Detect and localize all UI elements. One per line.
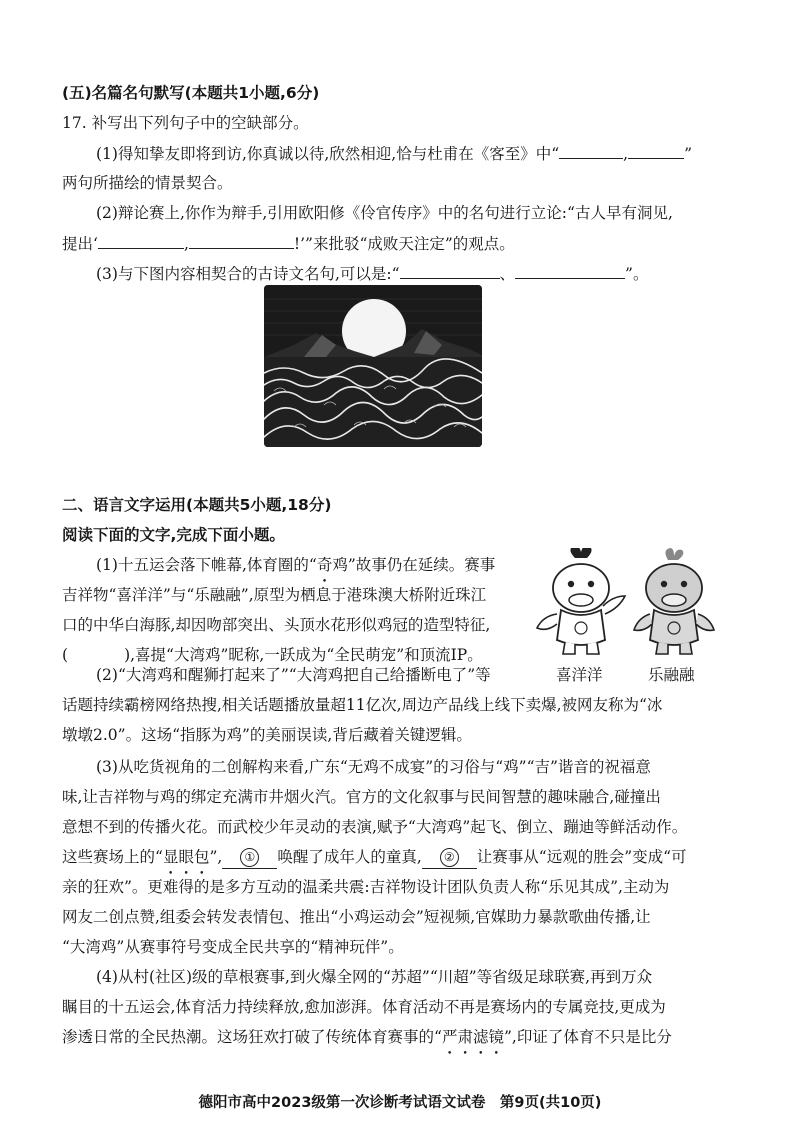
mascot-right-caption: 乐融融 [648,666,695,684]
q17-sub3-sep: 、 [499,265,516,283]
dotted-character: 奇 [316,556,333,574]
para2-line1: (2)“大湾鸡和醒狮打起来了”“大湾鸡把自己给播断电了”等 [96,666,491,684]
mascot-lerongrong-illustration [628,548,720,656]
q17-sub1-text: (1)得知挚友即将到访,你真诚以待,欣然相迎,恰与杜甫在《客至》中“ [96,145,560,163]
para3-text: ”, [209,848,223,866]
para1-text: (1)十五运会落下帷幕,体育圈的“ [96,556,317,574]
answer-blank[interactable] [98,232,184,249]
para4-line3 [62,1026,672,1048]
answer-blank-1[interactable] [222,846,277,869]
para3-text: 唤醒了成年人的童真, [277,848,422,866]
dotted-character: 滤 [472,1028,489,1046]
q17-sub1-line1 [96,142,692,165]
para4-text: ”,印证了体育不只是比分 [504,1028,672,1046]
q17-sub2-line2 [62,232,515,255]
para3-line7: “大湾鸡”从赛事符号变成全民共享的“精神玩伴”。 [62,938,404,956]
q17-sub3-end: ”。 [625,265,649,283]
para4-line1: (4)从村(社区)级的草根赛事,到火爆全网的“苏超”“川超”等省级足球联赛,再到万众 [96,968,653,986]
para2-line2: 话题持续霸榜网络热搜,相关话题播放量超11亿次,周边产品线上线下卖爆,被网友称为“冰 [62,696,663,714]
mascot-xiyangyang-illustration [535,548,627,656]
dotted-character: 镜 [488,1028,504,1046]
para3-line1: (3)从吃货视角的二创解构来看,广东“无鸡不成宴”的习俗与“鸡”“吉”谐音的祝福意 [96,758,651,776]
para3-text: 这些赛场上的“ [62,848,163,866]
para1-text: 鸡”故事仍在延续。赛事 [332,556,496,574]
page-footer: 德阳市高中2023级第一次诊断考试语文试卷 第9页(共10页) [198,1095,602,1111]
section-heading-5: (五)名篇名句默写(本题共1小题,6分) [62,84,320,102]
answer-blank[interactable] [400,262,500,279]
q17-sub2-open: 提出‘ [62,235,98,253]
sunset-sea-illustration [264,285,482,447]
q17-sub3-line [96,262,648,285]
blank-marker-1: ① [240,848,259,867]
para1-line1 [96,554,495,576]
q17-sub2-line1: (2)辩论赛上,你作为辩手,引用欧阳修《伶官传序》中的名句进行立论:“古人早有洞见, [96,204,673,222]
para3-text: 让赛事从“远观的胜会”变成“可 [476,848,687,866]
para2-line3: 墩墩2.0”。这场“指豚为鸡”的美丽误读,背后藏着关键逻辑。 [62,726,472,744]
para3-line6: 网友二创点赞,组委会转发表情包、推出“小鸡运动会”短视频,官媒助力暴款歌曲传播,让 [62,908,651,926]
answer-blank[interactable] [189,232,294,249]
para1-line2: 吉祥物“喜洋洋”与“乐融融”,原型为栖息于港珠澳大桥附近珠江 [62,586,487,604]
blank-marker-2: ② [440,848,459,867]
answer-blank[interactable] [559,142,623,159]
para1-text: ),喜提“大湾鸡”昵称,一跃成为“全民萌宠”和顶流IP。 [124,646,483,664]
q17-sub1-line2: 两句所描绘的情景契合。 [62,174,233,192]
dotted-character: 包 [193,848,210,866]
q17-sub2-comma: , [183,235,189,253]
dotted-character: 显 [162,848,179,866]
para1-paren-open: ( [62,646,69,664]
water-splash-icon [665,548,683,560]
dotted-character: 肃 [457,1028,473,1046]
question-17: 17. 补写出下列句子中的空缺部分。 [62,114,309,132]
para4-text: 渗透日常的全民热潮。这场狂欢打破了传统体育赛事的“ [62,1028,442,1046]
para1-line4 [62,644,483,666]
para3-line3: 意想不到的传播火花。而武校少年灵动的表演,赋予“大湾鸡”起飞、倒立、蹦迪等鲜活动作。 [62,818,688,836]
answer-blank[interactable] [515,262,625,279]
para3-line5: 亲的狂欢”。更难得的是多方互动的温柔共震:吉祥物设计团队负责人称“乐见其成”,主动为 [62,878,670,896]
q17-sub1-close-quote: ” [684,145,693,163]
reading-instruction: 阅读下面的文字,完成下面小题。 [62,526,285,544]
section-heading-2: 二、语言文字运用(本题共5小题,18分) [62,496,332,514]
mascot-left-caption: 喜洋洋 [556,666,603,684]
para1-line3: 口的中华白海豚,却因吻部突出、头顶水花形似鸡冠的造型特征, [62,616,491,634]
dotted-character: 眼 [178,848,194,866]
answer-blank-2[interactable] [422,846,477,869]
q17-sub3-text: (3)与下图内容相契合的古诗文名句,可以是:“ [96,265,400,283]
water-splash-icon [570,548,591,558]
para4-line2: 瞩目的十五运会,体育活力持续释放,愈加澎湃。体育活动不再是赛场内的专属竞技,更成为 [62,998,666,1016]
q17-sub1-comma: , [623,145,629,163]
q17-sub2-rest: !’”来批驳“成败天注定”的观点。 [293,235,515,253]
answer-blank[interactable] [628,142,684,159]
para3-line2: 味,让吉祥物与鸡的绑定充满市井烟火汽。官方的文化叙事与民间智慧的趣味融合,碰撞出 [62,788,661,806]
dotted-character: 严 [441,1028,458,1046]
ink-painting-sun-waves [264,285,482,447]
para3-line4 [62,846,687,869]
